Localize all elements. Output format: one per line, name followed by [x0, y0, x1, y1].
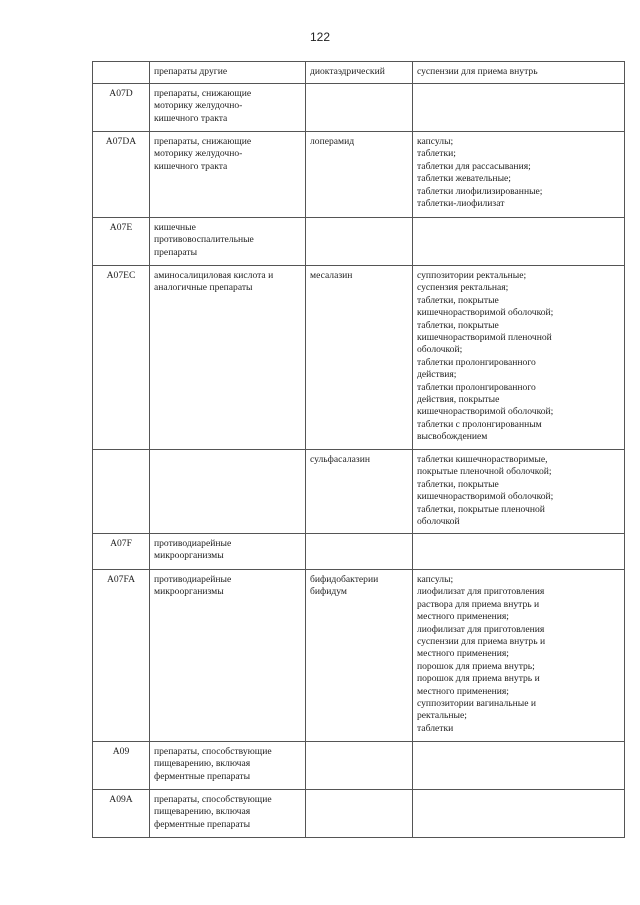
group-name-cell: препараты, снижающие моторику желудочно- кишечного тракта	[150, 84, 306, 132]
dosage-forms-cell	[413, 218, 625, 266]
table-row	[93, 266, 625, 450]
atc-code-cell: A07EC	[93, 266, 150, 450]
group-name-cell: противодиарейные микроорганизмы	[150, 570, 306, 742]
page-number: 122	[309, 30, 331, 44]
atc-code-cell: A09	[93, 742, 150, 790]
group-name-cell: препараты, снижающие моторику желудочно- кишечного тракта	[150, 132, 306, 218]
dosage-forms-cell: капсулы; лиофилизат для приготовления раствора для приема внутрь и местного применения; лиофилизат для приготовления суспензии для приема внутрь и местного применения; порошок для приема внутрь; порошок для приема внутрь и местного применения; суппозитории вагинальные и ректальные; таблетки	[413, 570, 625, 742]
group-name-cell: противодиарейные микроорганизмы	[150, 534, 306, 570]
inn-cell	[306, 790, 413, 838]
table-row	[93, 790, 625, 838]
dosage-forms-cell	[413, 534, 625, 570]
table-row	[93, 62, 625, 84]
dosage-forms-cell	[413, 84, 625, 132]
inn-cell: бифидобактерии бифидум	[306, 570, 413, 742]
group-name-cell: препараты, способствующие пищеварению, включая ферментные препараты	[150, 742, 306, 790]
group-name-cell: препараты, способствующие пищеварению, включая ферментные препараты	[150, 790, 306, 838]
table-row	[93, 450, 625, 534]
group-name-cell: аминосалициловая кислота и аналогичные препараты	[150, 266, 306, 450]
group-name-cell: кишечные противовоспалительные препараты	[150, 218, 306, 266]
atc-code-cell	[93, 450, 150, 534]
inn-cell	[306, 534, 413, 570]
table-row	[93, 218, 625, 266]
atc-code-cell: A07FA	[93, 570, 150, 742]
inn-cell: лоперамид	[306, 132, 413, 218]
inn-cell: сульфасалазин	[306, 450, 413, 534]
group-name-cell	[150, 450, 306, 534]
atc-code-cell: A07E	[93, 218, 150, 266]
dosage-forms-cell: капсулы; таблетки; таблетки для рассасывания; таблетки жевательные; таблетки лиофилизированные; таблетки-лиофилизат	[413, 132, 625, 218]
dosage-forms-cell	[413, 790, 625, 838]
inn-cell	[306, 84, 413, 132]
table-row	[93, 534, 625, 570]
inn-cell: месалазин	[306, 266, 413, 450]
atc-code-cell: A07D	[93, 84, 150, 132]
inn-cell	[306, 742, 413, 790]
table-row	[93, 132, 625, 218]
inn-cell: диоктаэдрический	[306, 62, 413, 84]
table-row	[93, 742, 625, 790]
dosage-forms-cell	[413, 742, 625, 790]
dosage-forms-cell: суппозитории ректальные; суспензия ректальная; таблетки, покрытые кишечнорастворимой оболочкой; таблетки, покрытые кишечнорастворимой пленочной оболочкой; таблетки пролонгированного действия; таблетки пролонгированного действия, покрытые кишечнорастворимой оболочкой; таблетки с пролонгированным высвобождением	[413, 266, 625, 450]
group-name-cell: препараты другие	[150, 62, 306, 84]
atc-code-cell	[93, 62, 150, 84]
atc-code-cell: A07F	[93, 534, 150, 570]
dosage-forms-cell: суспензии для приема внутрь	[413, 62, 625, 84]
table-row	[93, 84, 625, 132]
inn-cell	[306, 218, 413, 266]
drug-table	[92, 61, 625, 838]
atc-code-cell: A07DA	[93, 132, 150, 218]
dosage-forms-cell: таблетки кишечнорастворимые, покрытые пленочной оболочкой; таблетки, покрытые кишечнорастворимой оболочкой; таблетки, покрытые пленочной оболочкой	[413, 450, 625, 534]
table-row	[93, 570, 625, 742]
atc-code-cell: A09A	[93, 790, 150, 838]
